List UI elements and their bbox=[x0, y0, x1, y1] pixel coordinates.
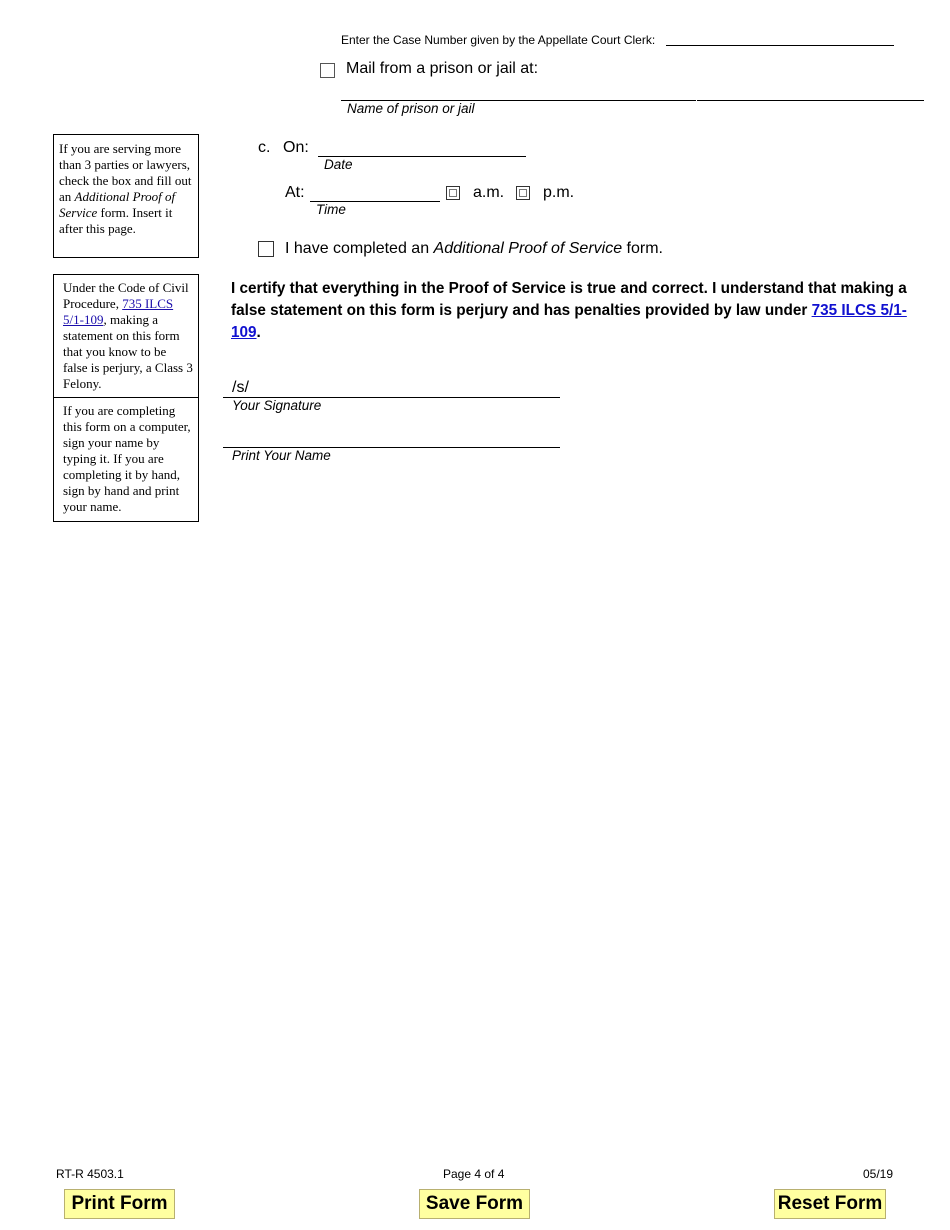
pm-checkbox[interactable] bbox=[516, 186, 530, 200]
pm-label: p.m. bbox=[543, 184, 575, 201]
print-form-button[interactable]: Print Form bbox=[64, 1189, 175, 1219]
sidebar-note-text: If you are serving more than 3 parties or lawyers, check the box and fill out an bbox=[59, 141, 192, 204]
sidebar-note-text-end: form. Insert it after this page. bbox=[59, 205, 173, 236]
am-checkbox[interactable] bbox=[446, 186, 460, 200]
page-number: Page 4 of 4 bbox=[443, 1167, 505, 1181]
certification-end: . bbox=[256, 324, 261, 341]
prison-name-field-continued[interactable] bbox=[697, 100, 924, 101]
signature-caption: Your Signature bbox=[232, 398, 322, 413]
additional-proof-label bbox=[285, 240, 663, 258]
revision-date: 05/19 bbox=[863, 1167, 894, 1181]
on-label: On: bbox=[283, 139, 309, 156]
at-label: At: bbox=[285, 184, 305, 201]
signature-prefix: /s/ bbox=[232, 379, 249, 396]
additional-proof-checkbox[interactable] bbox=[258, 241, 274, 257]
sidebar-note-italic: Additional Proof of Service bbox=[59, 189, 176, 220]
sidebar-note-additional-proof bbox=[53, 134, 199, 258]
section-c-prefix: c. bbox=[258, 139, 271, 156]
print-name-caption: Print Your Name bbox=[232, 448, 331, 463]
additional-proof-text: I have completed an bbox=[285, 240, 434, 257]
certification-statement bbox=[231, 278, 911, 344]
save-form-button[interactable]: Save Form bbox=[419, 1189, 530, 1219]
sidebar-note-perjury bbox=[53, 274, 199, 398]
certification-text: I certify that everything in the Proof of Service is true and correct. I understand that making a false statement on this form is perjury and has penalties provided by law under bbox=[231, 280, 907, 319]
sidebar-note-signing bbox=[53, 397, 199, 522]
certification-statute-link[interactable]: 735 ILCS 5/1-109 bbox=[231, 302, 907, 341]
case-number-field[interactable] bbox=[666, 45, 894, 46]
additional-proof-text-end: form. bbox=[622, 240, 663, 257]
form-code: RT-R 4503.1 bbox=[56, 1167, 124, 1181]
sidebar-note-text-end: , making a statement on this form that you know to be false is perjury, a Class 3 Felony. bbox=[63, 312, 193, 391]
sidebar-note-text: Under the Code of Civil Procedure, bbox=[63, 280, 189, 311]
prison-name-caption: Name of prison or jail bbox=[347, 101, 475, 116]
reset-form-button[interactable]: Reset Form bbox=[774, 1189, 886, 1219]
additional-proof-italic: Additional Proof of Service bbox=[433, 240, 623, 257]
time-caption: Time bbox=[316, 202, 346, 217]
sidebar-statute-link[interactable]: 735 ILCS 5/1-109 bbox=[63, 296, 174, 327]
am-label: a.m. bbox=[473, 184, 505, 201]
case-number-label: Enter the Case Number given by the Appellate Court Clerk: bbox=[341, 33, 656, 47]
sidebar-note-text: If you are completing this form on a computer, sign your name by typing it. If you are completing it by hand, sign by hand and print your name. bbox=[63, 403, 191, 514]
date-caption: Date bbox=[324, 157, 353, 172]
mail-prison-checkbox[interactable] bbox=[320, 63, 335, 78]
mail-prison-label: Mail from a prison or jail at: bbox=[346, 60, 539, 77]
